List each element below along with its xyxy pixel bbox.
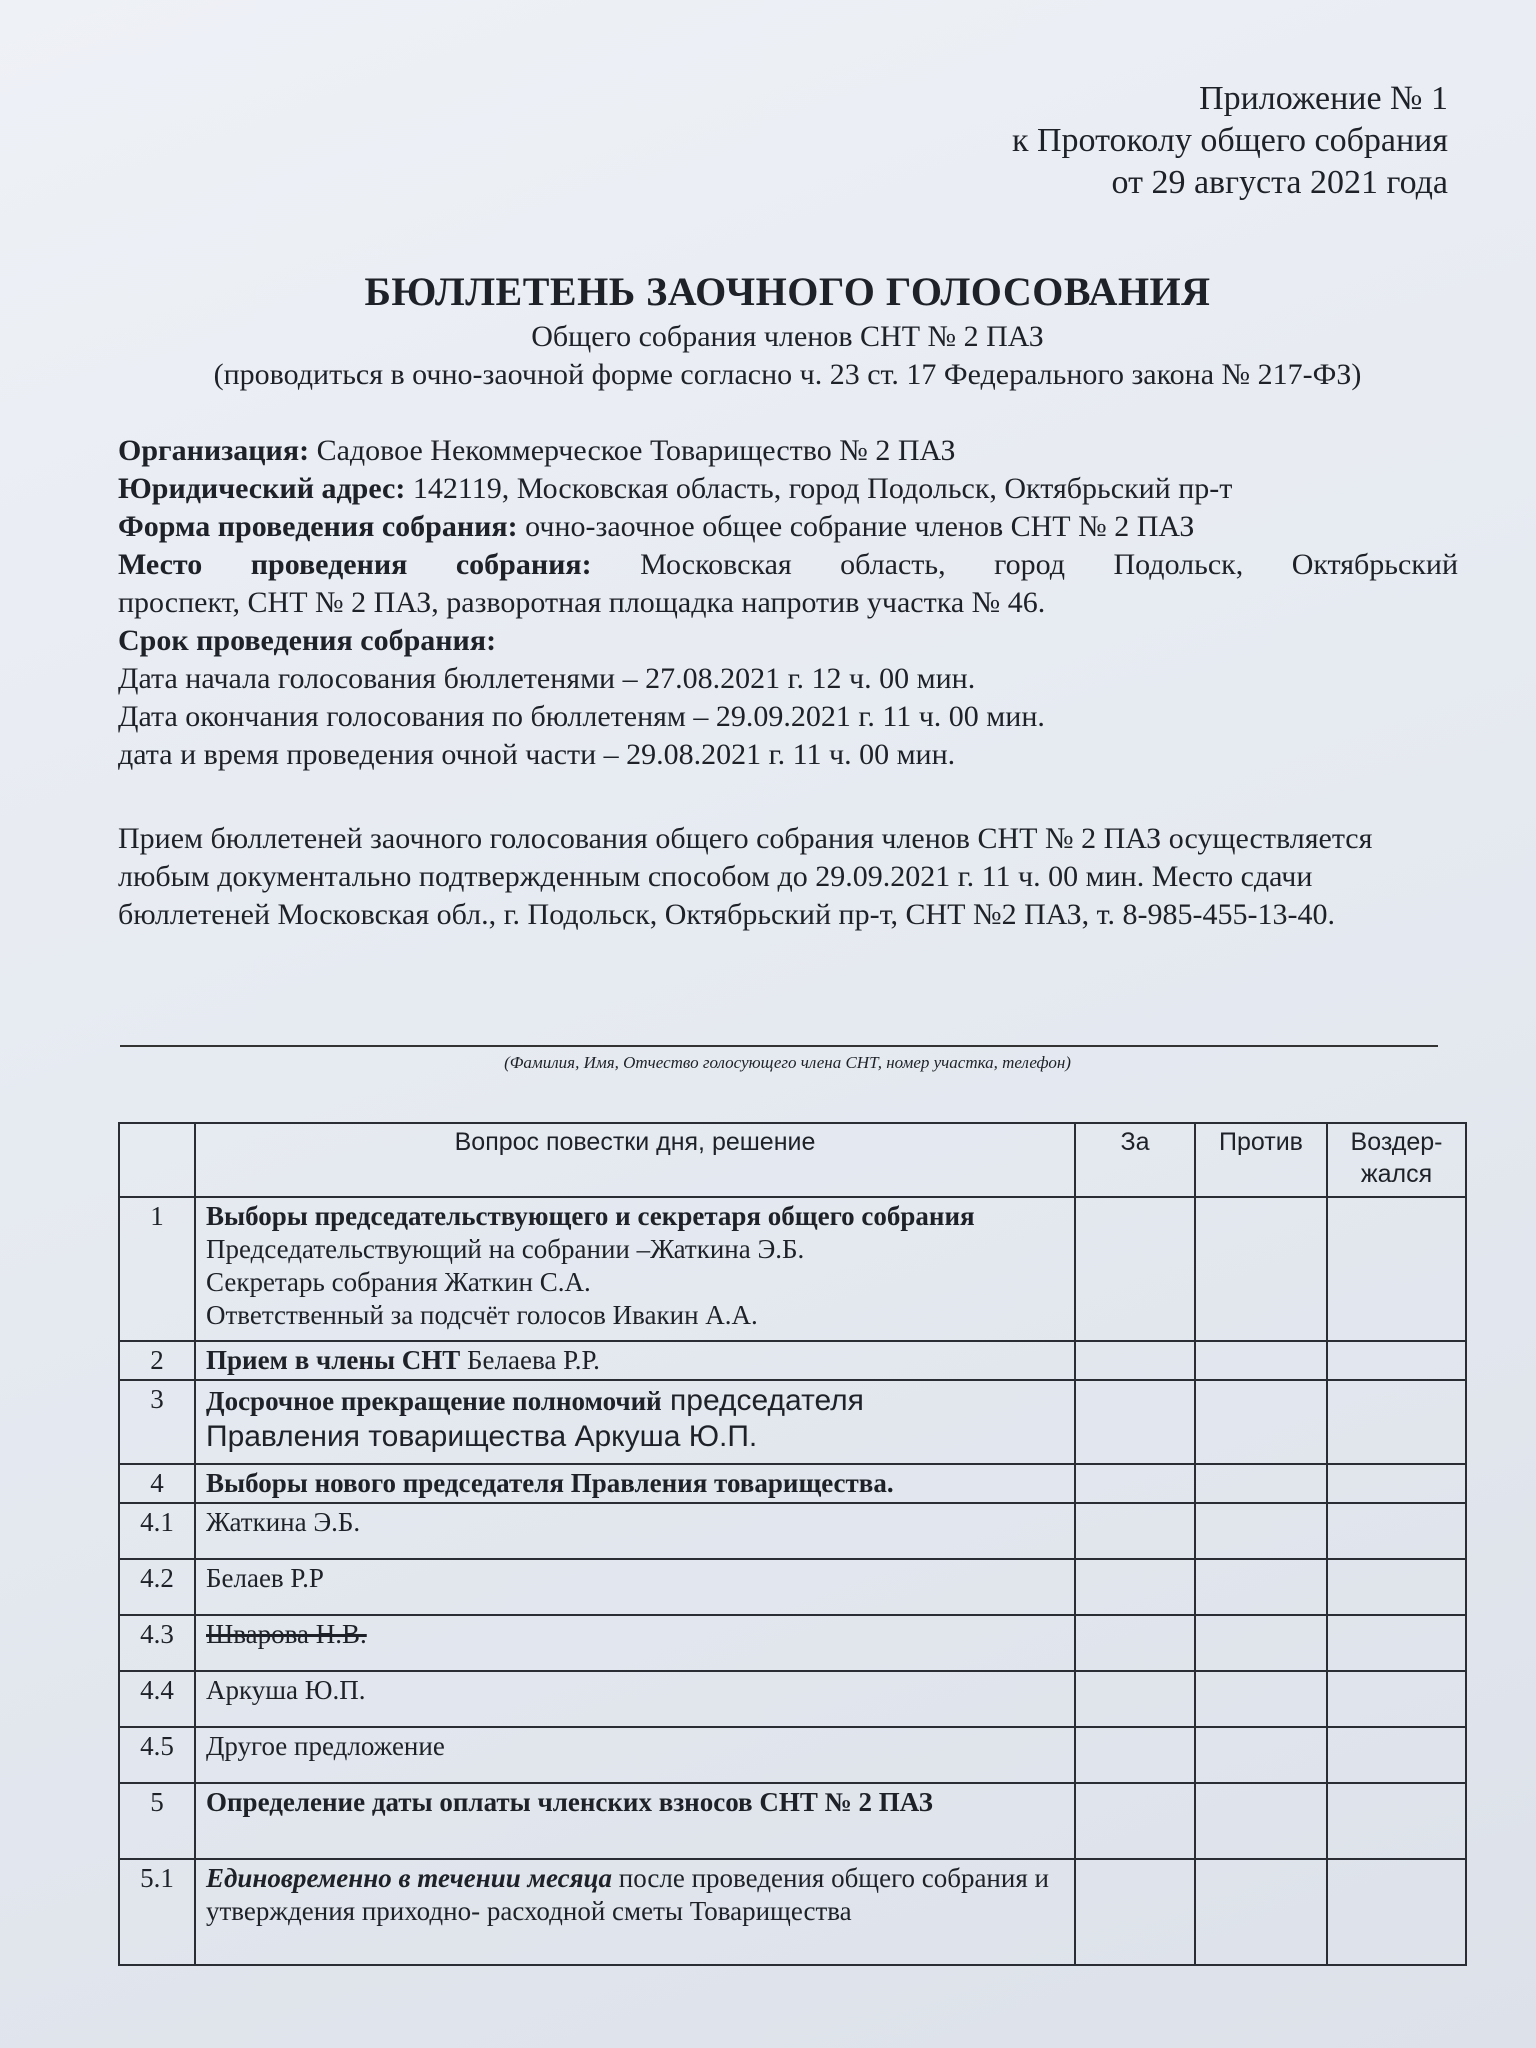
vote-against-cell[interactable] [1195, 1559, 1327, 1615]
candidate-name-struck [195, 1615, 1075, 1671]
row-question [195, 1464, 1075, 1503]
vote-for-cell[interactable] [1075, 1464, 1195, 1503]
vote-for-cell[interactable] [1075, 1559, 1195, 1615]
row-question [195, 1380, 1075, 1464]
vote-for-cell[interactable] [1075, 1341, 1195, 1380]
candidate-name: Белаев Р.Р [195, 1559, 1075, 1615]
row-question [195, 1783, 1075, 1859]
vote-for-cell[interactable] [1075, 1380, 1195, 1464]
voting-table [118, 1122, 1467, 1966]
question-line: Секретарь собрания Жаткин С.А. [206, 1267, 591, 1297]
table-header-row [119, 1123, 1466, 1197]
signature-line[interactable] [120, 1045, 1438, 1047]
appendix-date: от 29 августа 2021 года [1111, 164, 1448, 201]
start-date: Дата начала голосования бюллетенями – 27.08.2021 г. 12 ч. 00 мин. [118, 662, 976, 695]
subtitle-line: Общего собрания членов СНТ № 2 ПАЗ [531, 320, 1044, 353]
vote-against-cell[interactable] [1195, 1671, 1327, 1727]
question-text: после проведения общего собрания и утверждения приходно- расходной сметы Товарищества [206, 1863, 1049, 1926]
vote-against-cell[interactable] [1195, 1503, 1327, 1559]
subtitle-line: (проводиться в очно-заочной форме согласно ч. 23 ст. 17 Федерального закона № 217-ФЗ) [213, 358, 1362, 391]
vote-against-cell[interactable] [1195, 1197, 1327, 1341]
subtitle [0, 318, 1536, 394]
appendix-line: Приложение № 1 [1199, 80, 1448, 117]
vote-abstain-cell[interactable] [1327, 1671, 1466, 1727]
vote-abstain-cell[interactable] [1327, 1503, 1466, 1559]
signature-caption: (Фамилия, Имя, Отчество голосующего члена СНТ, номер участка, телефон) [504, 1053, 1071, 1072]
vote-abstain-cell[interactable] [1327, 1783, 1466, 1859]
place-row-continued: проспект, СНТ № 2 ПАЗ, разворотная площадка напротив участка № 46. [118, 586, 1046, 619]
form-row [118, 508, 1458, 546]
question-title: Выборы председательствующего и секретаря общего собрания [206, 1201, 975, 1231]
inperson-date: дата и время проведения очной части – 29.08.2021 г. 11 ч. 00 мин. [118, 738, 956, 771]
table-row [119, 1859, 1466, 1965]
appendix-line: к Протоколу общего собрания [1011, 122, 1448, 159]
table-row [119, 1380, 1466, 1464]
vote-against-cell[interactable] [1195, 1615, 1327, 1671]
question-title: Выборы нового председателя Правления товарищества. [206, 1468, 894, 1498]
table-row [119, 1615, 1466, 1671]
header-for: За [1075, 1123, 1195, 1197]
vote-abstain-cell[interactable] [1327, 1464, 1466, 1503]
table-row [119, 1503, 1466, 1559]
organization-info [118, 432, 1458, 774]
end-date: Дата окончания голосования по бюллетеням – 29.09.2021 г. 11 ч. 00 мин. [118, 700, 1045, 733]
row-number: 4.1 [119, 1503, 195, 1559]
row-number: 2 [119, 1341, 195, 1380]
table-row [119, 1671, 1466, 1727]
candidate-name: Жаткина Э.Б. [195, 1503, 1075, 1559]
org-value: Садовое Некоммерческое Товарищество № 2 ПАЗ [309, 434, 956, 467]
vote-abstain-cell[interactable] [1327, 1727, 1466, 1783]
vote-against-cell[interactable] [1195, 1727, 1327, 1783]
vote-against-cell[interactable] [1195, 1783, 1327, 1859]
vote-for-cell[interactable] [1075, 1671, 1195, 1727]
struck-candidate: Шварова Н.В. [206, 1619, 367, 1649]
vote-against-cell[interactable] [1195, 1380, 1327, 1464]
question-text: председателя [661, 1384, 864, 1417]
vote-for-cell[interactable] [1075, 1197, 1195, 1341]
vote-against-cell[interactable] [1195, 1341, 1327, 1380]
row-number: 4 [119, 1464, 195, 1503]
row-question [195, 1197, 1075, 1341]
row-number: 5 [119, 1783, 195, 1859]
vote-abstain-cell[interactable] [1327, 1615, 1466, 1671]
row-number: 3 [119, 1380, 195, 1464]
question-title: Досрочное прекращение полномочий [206, 1386, 662, 1416]
vote-for-cell[interactable] [1075, 1783, 1195, 1859]
form-label: Форма проведения собрания: [118, 510, 518, 543]
row-number: 1 [119, 1197, 195, 1341]
table-row [119, 1559, 1466, 1615]
row-number: 4.4 [119, 1671, 195, 1727]
header-num [119, 1123, 195, 1197]
term-row [118, 622, 1458, 660]
question-emphasis: Единовременно в течении месяца [206, 1863, 613, 1893]
appendix-reference [1012, 78, 1448, 204]
table-row [119, 1464, 1466, 1503]
table-row [119, 1341, 1466, 1380]
table-row [119, 1197, 1466, 1341]
question-line: Ответственный за подсчёт голосов Ивакин А.А. [206, 1300, 758, 1330]
vote-for-cell[interactable] [1075, 1503, 1195, 1559]
header-against: Против [1195, 1123, 1327, 1197]
place-label: Место проведения собрания: [118, 548, 592, 581]
page-title: БЮЛЛЕТЕНЬ ЗАОЧНОГО ГОЛОСОВАНИЯ [364, 269, 1211, 314]
address-value: 142119, Московская область, город Подольск, Октябрьский пр-т [405, 472, 1233, 505]
row-number: 5.1 [119, 1859, 195, 1965]
vote-abstain-cell[interactable] [1327, 1197, 1466, 1341]
address-row [118, 470, 1458, 508]
candidate-name: Другое предложение [195, 1727, 1075, 1783]
place-row [118, 546, 1458, 584]
table-row [119, 1783, 1466, 1859]
term-label: Срок проведения собрания: [118, 624, 497, 657]
org-label: Организация: [118, 434, 310, 467]
header-abstain: Воздер-жался [1327, 1123, 1466, 1197]
form-value: очно-заочное общее собрание членов СНТ № 2 ПАЗ [517, 510, 1195, 543]
question-line: Председательствующий на собрании –Жаткина Э.Б. [206, 1234, 805, 1264]
question-title: Прием в члены СНТ [206, 1345, 461, 1375]
vote-abstain-cell[interactable] [1327, 1380, 1466, 1464]
row-question [195, 1859, 1075, 1965]
row-number: 4.2 [119, 1559, 195, 1615]
vote-against-cell[interactable] [1195, 1859, 1327, 1965]
vote-against-cell[interactable] [1195, 1464, 1327, 1503]
vote-for-cell[interactable] [1075, 1727, 1195, 1783]
vote-abstain-cell[interactable] [1327, 1559, 1466, 1615]
vote-for-cell[interactable] [1075, 1859, 1195, 1965]
row-question [195, 1341, 1075, 1380]
vote-abstain-cell[interactable] [1327, 1859, 1466, 1965]
vote-for-cell[interactable] [1075, 1615, 1195, 1671]
question-line: Правления товарищества Аркуша Ю.П. [206, 1420, 758, 1453]
table-row [119, 1727, 1466, 1783]
header-question: Вопрос повестки дня, решение [195, 1123, 1075, 1197]
candidate-name: Аркуша Ю.П. [195, 1671, 1075, 1727]
row-number: 4.3 [119, 1615, 195, 1671]
question-title: Определение даты оплаты членских взносов СНТ № 2 ПАЗ [206, 1787, 933, 1817]
org-row [118, 432, 1458, 470]
row-number: 4.5 [119, 1727, 195, 1783]
question-text: Белаева Р.Р. [460, 1345, 600, 1375]
submission-notice: Прием бюллетеней заочного голосования общего собрания членов СНТ № 2 ПАЗ осуществляется любым документально подтвержденным способом до 29.09.2021 г. 11 ч. 00 мин. Место сдачи бюллетеней Московская обл., г. Подольск, Октябрьский пр-т, СНТ №2 ПАЗ, т. 8-985-455-13-40. [118, 822, 1373, 931]
vote-abstain-cell[interactable] [1327, 1341, 1466, 1380]
address-label: Юридический адрес: [118, 472, 406, 505]
place-value: Московская область, город Подольск, Октябрьский [591, 548, 1458, 581]
